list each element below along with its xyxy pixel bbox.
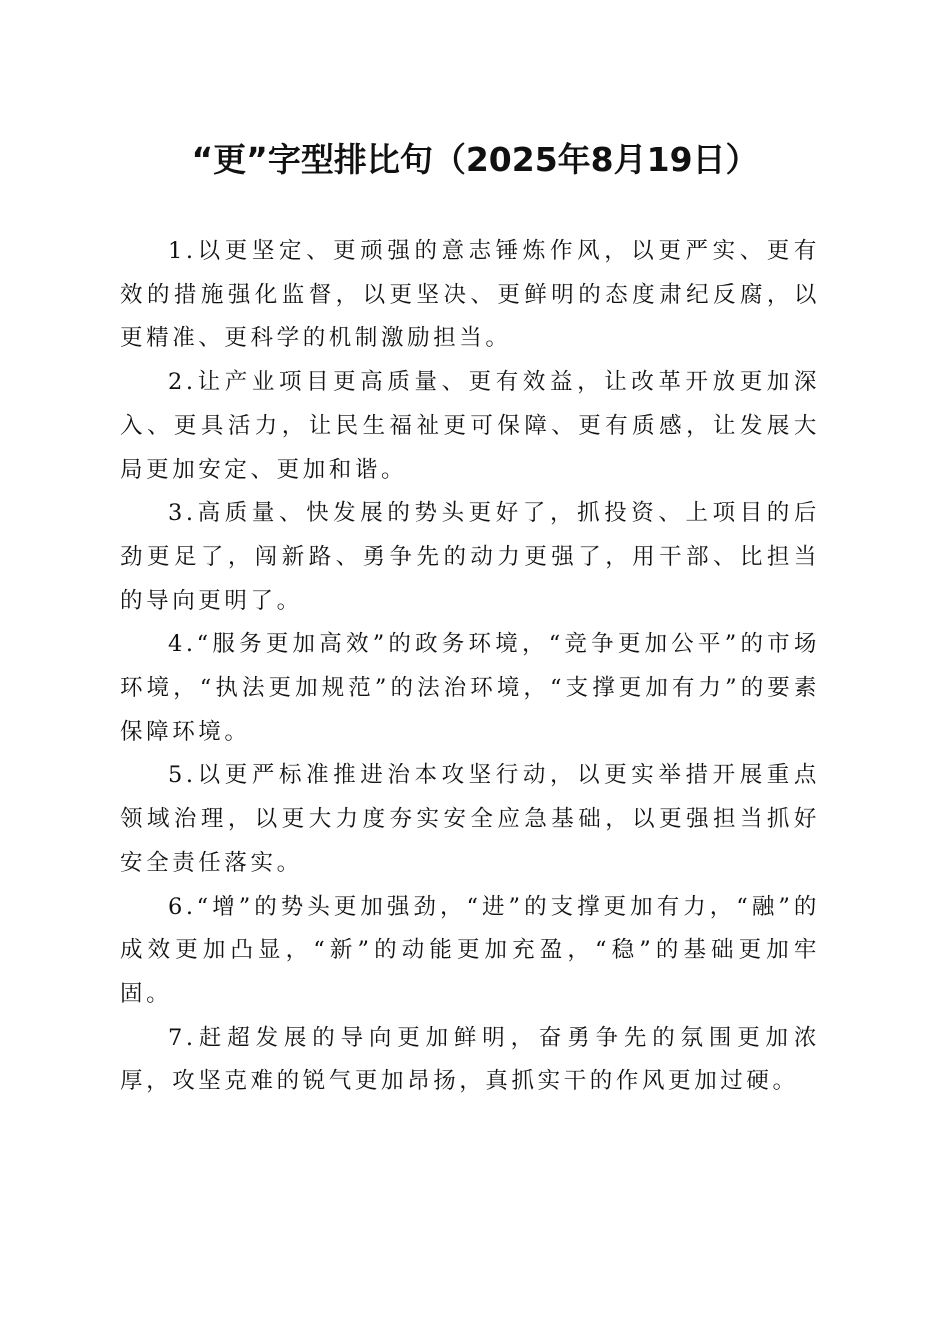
paragraph-5: 5.以更严标准推进治本攻坚行动，以更实举措开展重点领域治理，以更大力度夯实安全应急基础，以更强担当抓好安全责任落实。 [120,762,820,876]
paragraph-6: 6.“增”的势头更加强劲，“进”的支撑更加有力，“融”的成效更加凸显，“新”的动能更加充盈，“稳”的基础更加牢固。 [120,893,820,1007]
paragraph-4: 4.“服务更加高效”的政务环境，“竞争更加公平”的市场环境，“执法更加规范”的法治环境，“支撑更加有力”的要素保障环境。 [120,631,820,745]
document-body [120,230,820,1104]
document-title: “更”字型排比句（2025年8月19日） [191,140,759,179]
paragraph-7: 7.赶超发展的导向更加鲜明，奋勇争先的氛围更加浓厚，攻坚克难的锐气更加昂扬，真抓实干的作风更加过硬。 [120,1024,820,1095]
paragraph-3: 3.高质量、快发展的势头更好了，抓投资、上项目的后劲更足了，闯新路、勇争先的动力更强了，用干部、比担当的导向更明了。 [120,500,820,614]
paragraph-1: 1.以更坚定、更顽强的意志锤炼作风，以更严实、更有效的措施强化监督，以更坚决、更鲜明的态度肃纪反腐，以更精准、更科学的机制激励担当。 [120,238,820,352]
paragraph-2: 2.让产业项目更高质量、更有效益，让改革开放更加深入、更具活力，让民生福祉更可保障、更有质感，让发展大局更加安定、更加和谐。 [120,369,820,483]
